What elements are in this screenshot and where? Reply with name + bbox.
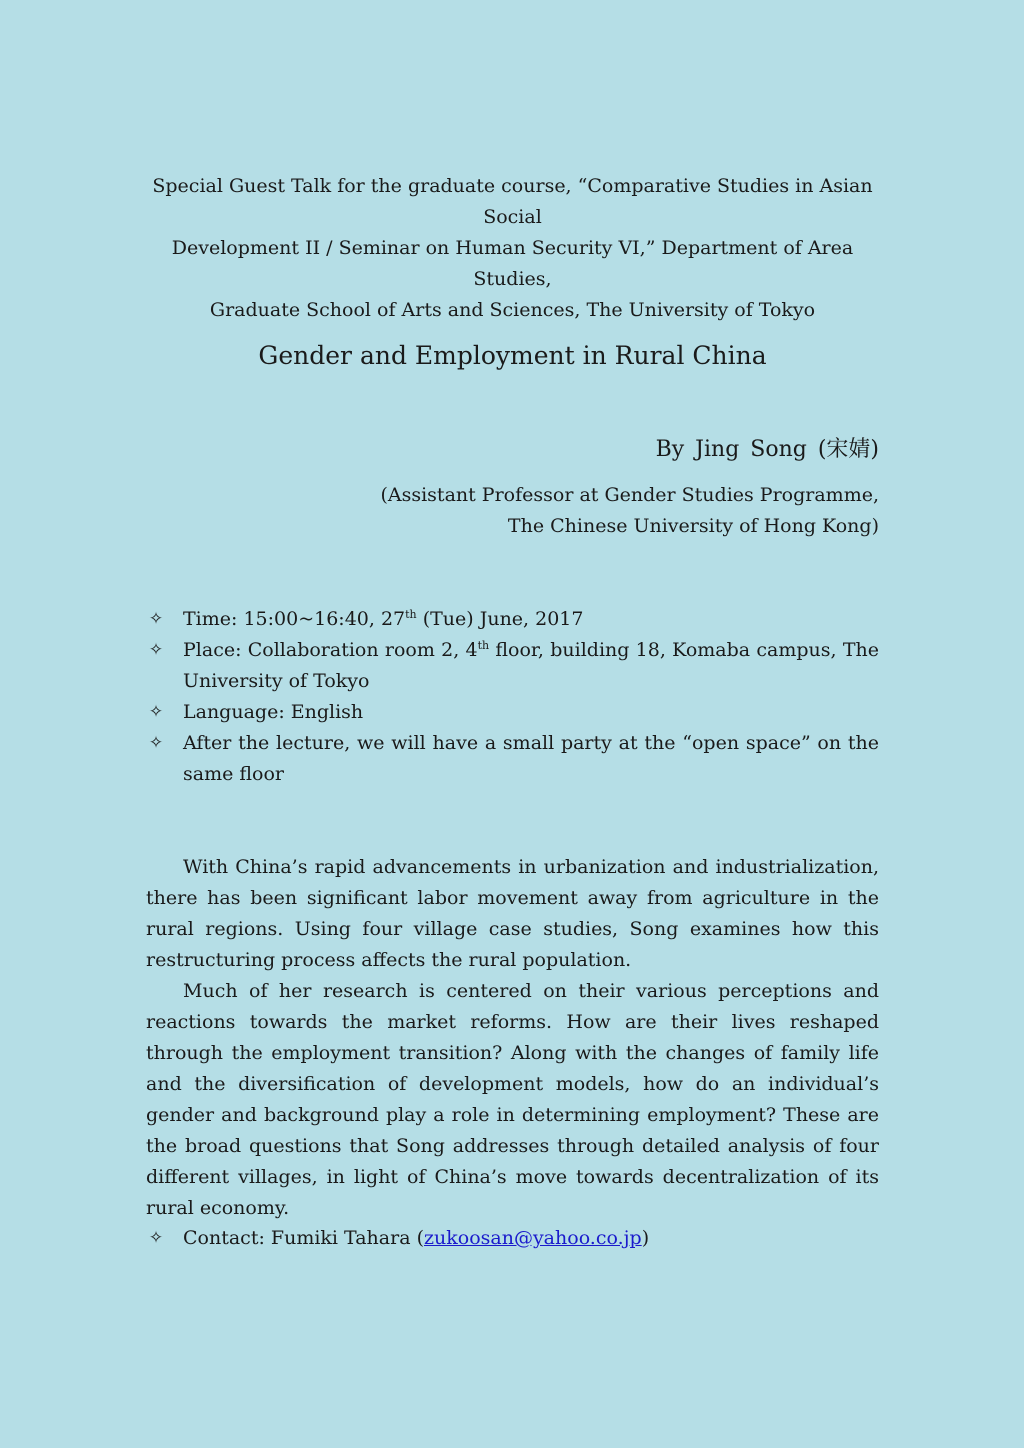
place-text: Place: Collaboration room 2, 4th floor, building 18, Komaba campus, The University of Tokyo (183, 639, 879, 692)
detail-place (146, 635, 879, 697)
abstract-paragraph-1: With China’s rapid advancements in urbanization and industrialization, there has been significant labor movement away from agriculture in the rural regions. Using four village case studies, Song examines how this restructuring process affects the rural population. (146, 856, 879, 971)
contact-email-link[interactable]: zukoosan@yahoo.co.jp (424, 1227, 642, 1249)
contact-line (146, 1223, 879, 1254)
abstract-paragraph-2: Much of her research is centered on their various perceptions and reactions towards the market reforms. How are their lives reshaped through the employment transition? Along with the changes of family life and the diversification of development models, how do an individual’s gender and background play a role in determining employment? These are the broad questions that Song addresses through detailed analysis of four different villages, in light of China’s move towards decentralization of its rural economy. (146, 980, 879, 1219)
talk-abstract (146, 852, 879, 1224)
diamond-star-bullet-icon: ✧ (148, 702, 164, 722)
contact-prefix: Contact: Fumiki Tahara ( (183, 1227, 424, 1249)
detail-language (146, 697, 879, 728)
affiliation-line-1: (Assistant Professor at Gender Studies Programme, (380, 484, 879, 506)
speaker-affiliation (380, 480, 879, 542)
talk-title: Gender and Employment in Rural China (258, 341, 767, 370)
event-details-list (146, 604, 879, 790)
affiliation-line-2: The Chinese University of Hong Kong) (507, 515, 879, 537)
language-text: Language: English (183, 701, 364, 723)
diamond-star-bullet-icon: ✧ (148, 733, 164, 753)
contact-suffix: ) (641, 1227, 650, 1249)
diamond-star-bullet-icon: ✧ (148, 1228, 164, 1248)
party-text: After the lecture, we will have a small party at the “open space” on the same floor (183, 732, 879, 785)
document-page (146, 0, 879, 1448)
header-line-3: Graduate School of Arts and Sciences, The University of Tokyo (209, 299, 816, 321)
header-line-1: Special Guest Talk for the graduate course, “Comparative Studies in Asian Social (152, 175, 873, 228)
detail-time (146, 604, 879, 635)
time-text: Time: 15:00~16:40, 27th (Tue) June, 2017 (183, 608, 584, 630)
header-line-2: Development II / Seminar on Human Security VI,” Department of Area Studies, (171, 237, 854, 290)
course-header (146, 171, 879, 326)
diamond-star-bullet-icon: ✧ (148, 640, 164, 660)
speaker-byline: By Jing Song (宋婧) (655, 437, 879, 462)
detail-party (146, 728, 879, 790)
diamond-star-bullet-icon: ✧ (148, 609, 164, 629)
